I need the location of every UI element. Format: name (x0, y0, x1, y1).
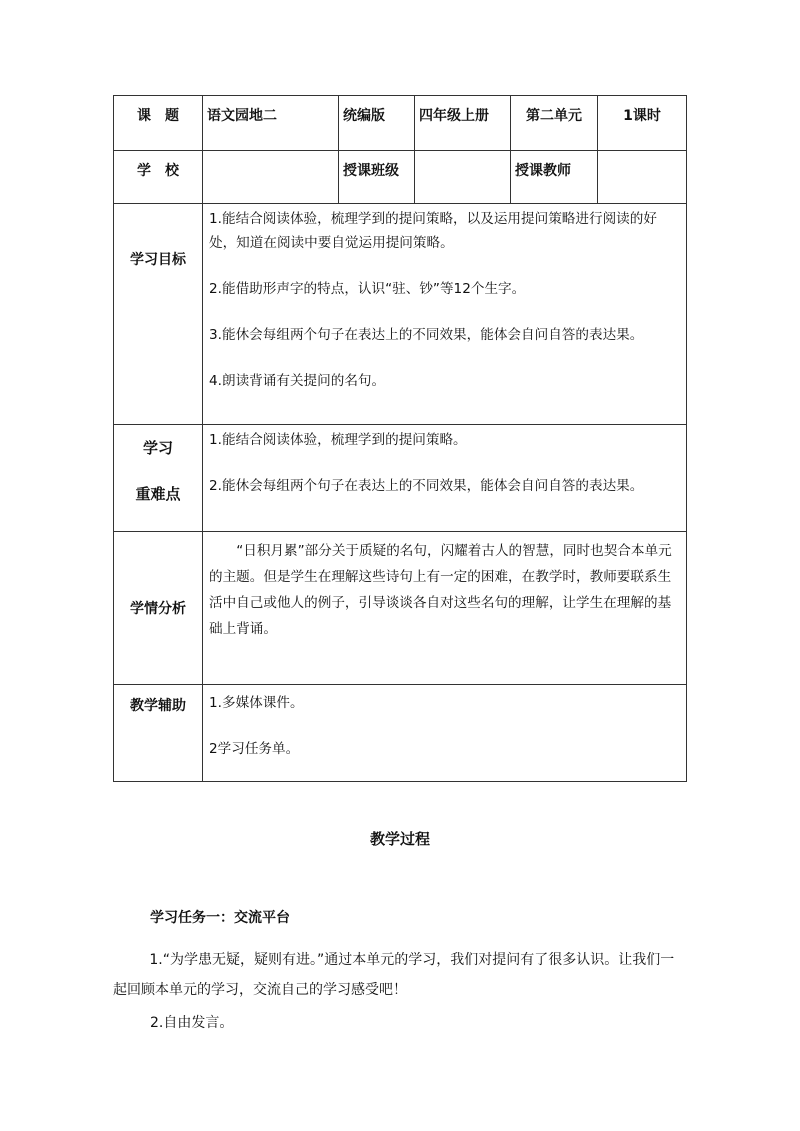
keypoints-label-line1: 学习 (142, 439, 173, 457)
aids-label: 教学辅助 (130, 698, 186, 714)
lesson-plan-table (113, 95, 687, 782)
table-row (114, 532, 687, 685)
school-value (203, 151, 338, 160)
aids-content-cell (203, 685, 687, 782)
process-paragraph-1: 1.“为学患无疑，疑则有进。”通过本单元的学习，我们对提问有了很多认识。让我们一起回顾本单元的学习，交流自己的学习感受吧！ (113, 952, 675, 998)
table-row (114, 151, 687, 204)
class-label: 授课班级 (343, 163, 399, 179)
objective-item: 2.能借助形声字的特点，认识“驻、钞”等12个生字。 (209, 281, 526, 297)
aid-item: 1.多媒体课件。 (209, 695, 304, 711)
objectives-list (203, 204, 686, 393)
analysis-block (203, 532, 686, 642)
aid-item: 2学习任务单。 (209, 741, 300, 757)
aids-list (203, 685, 686, 761)
lesson-title: 语文园地二 (207, 108, 277, 124)
teacher-label-cell (511, 151, 598, 204)
class-value (415, 151, 510, 160)
table-row (114, 425, 687, 532)
teacher-value (598, 151, 686, 160)
edition: 统编版 (343, 108, 385, 124)
task1-title: 学习任务一：交流平台 (150, 910, 290, 926)
objective-item: 3.能休会每组两个句子在表达上的不同效果，能体会自问自答的表达果。 (209, 327, 644, 343)
school-label-cell (114, 151, 203, 204)
unit-cell (511, 96, 598, 151)
grade: 四年级上册 (419, 108, 489, 124)
analysis-label-cell (114, 532, 203, 685)
class-value-cell (415, 151, 511, 204)
objectives-content-cell (203, 204, 687, 425)
analysis-label: 学情分析 (130, 601, 186, 617)
table-row (114, 96, 687, 151)
teacher-label: 授课教师 (515, 163, 571, 179)
table-row (114, 204, 687, 425)
school-label: 学 校 (137, 163, 179, 179)
school-value-cell (203, 151, 339, 204)
keypoints-content-cell (203, 425, 687, 532)
keypoint-item: 1.能结合阅读体验，梳理学到的提问策略。 (209, 432, 467, 448)
analysis-text: “日积月累”部分关于质疑的名句，闪耀着古人的智慧，同时也契合本单元的主题。但是学生在理解这些诗句上有一定的困难，在教学时，教师要联系生活中自己或他人的例子，引导谈谈各自对这些名句的理解，让学生在理解的基础上背诵。 (209, 543, 672, 637)
keypoints-label-cell (114, 425, 203, 532)
objectives-label-cell (114, 204, 203, 425)
aids-label-cell (114, 685, 203, 782)
teacher-value-cell (598, 151, 687, 204)
class-label-cell (339, 151, 415, 204)
hours-cell (598, 96, 687, 151)
analysis-content-cell (203, 532, 687, 685)
topic-label: 课 题 (137, 108, 179, 124)
process-title: 教学过程 (369, 830, 430, 848)
unit: 第二单元 (526, 108, 582, 124)
class-hours: 1课时 (623, 108, 661, 124)
keypoint-item: 2.能休会每组两个句子在表达上的不同效果，能体会自问自答的表达果。 (209, 478, 644, 494)
objective-item: 1.能结合阅读体验，梳理学到的提问策略，以及运用提问策略进行阅读的好处，知道在阅读中要自觉运用提问策略。 (209, 211, 657, 251)
lesson-title-cell (203, 96, 339, 151)
process-paragraph-2: 2.自由发言。 (150, 1015, 234, 1031)
objectives-label: 学习目标 (130, 252, 186, 268)
keypoints-list (203, 425, 686, 498)
grade-cell (415, 96, 511, 151)
objective-item: 4.朗读背诵有关提问的名句。 (209, 373, 386, 389)
edition-cell (339, 96, 415, 151)
topic-label-cell (114, 96, 203, 151)
keypoints-label-line2: 重难点 (135, 485, 181, 503)
table-row (114, 685, 687, 782)
